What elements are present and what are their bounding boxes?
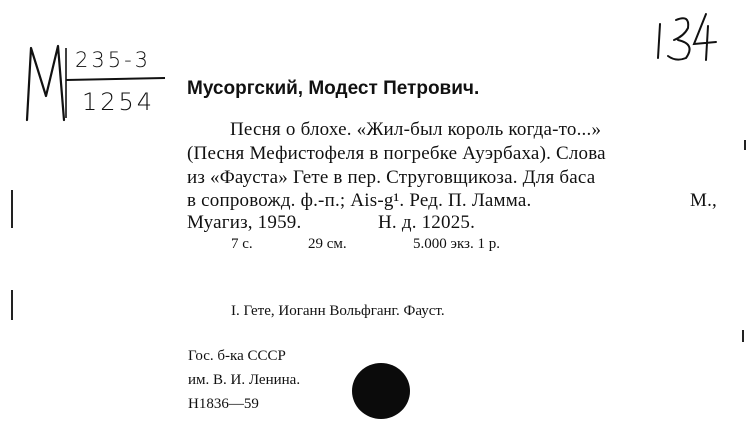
edge-mark [744, 140, 746, 150]
description-line-4-right: М., [690, 190, 717, 211]
ink-stamp [352, 363, 410, 419]
description-line-4: в сопровожд. ф.-п.; Ais-g¹. Ред. П. Ламма. [187, 190, 532, 211]
description-line-5a: Муагиз, 1959. [187, 212, 302, 233]
shelfmark-number-top: 235-3 [75, 48, 152, 72]
description-line-3: из «Фауста» Гете в пер. Струговщикоза. Для баса [187, 167, 596, 188]
description-line-2: (Песня Мефистофеля в погребке Ауэрбаха). Слова [187, 143, 606, 164]
shelfmark-number-bottom: 1254 [82, 88, 156, 116]
physical-size: 29 см. [308, 236, 347, 252]
subject-entry: I. Гете, Иоганн Вольфганг. Фауст. [231, 303, 445, 319]
corner-number-strokes [658, 14, 716, 60]
edge-mark [11, 290, 13, 320]
edge-mark [742, 330, 744, 342]
edge-mark [11, 190, 13, 228]
physical-copies-price: 5.000 экз. 1 р. [413, 236, 500, 252]
shelfmark-letter-m [27, 46, 64, 120]
library-line-2: им. В. И. Ленина. [188, 372, 301, 388]
library-line-1: Гос. б-ка СССР [188, 348, 286, 364]
description-line-5b: Н. д. 12025. [378, 212, 476, 233]
author-heading: Мусоргский, Модест Петрович. [187, 78, 480, 99]
description-line-1: Песня о блохе. «Жил-был король когда-то...» [230, 119, 602, 140]
shelfmark-divider [66, 78, 165, 80]
library-line-3: Н1836—59 [188, 396, 259, 412]
physical-pages: 7 с. [231, 236, 253, 252]
